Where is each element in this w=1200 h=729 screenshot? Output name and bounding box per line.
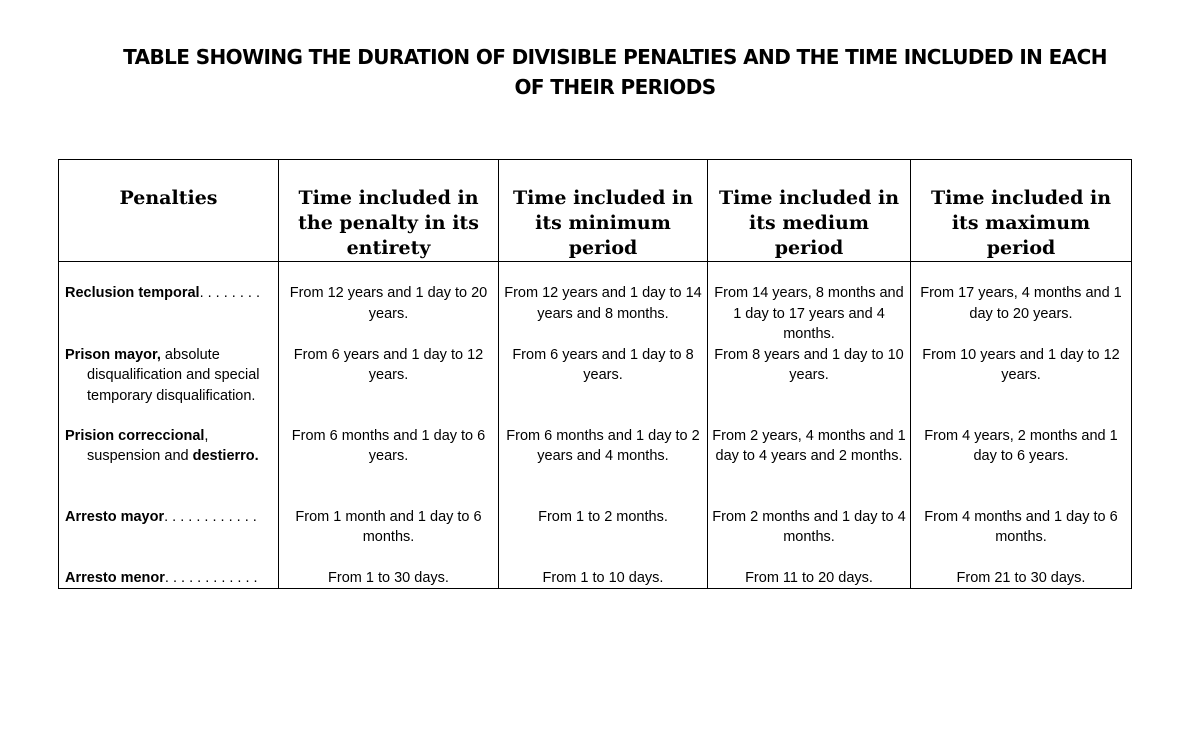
penalty-punctuation: ,	[204, 427, 209, 444]
penalty-description-bold: destierro.	[192, 448, 259, 464]
penalty-name: Reclusion temporal	[65, 285, 200, 301]
header-minimum-period: Time included in its minimum period	[499, 160, 708, 262]
page-title	[60, 42, 1170, 102]
header-penalties: Penalties	[59, 160, 279, 262]
penalty-leader: . . . . . . . . . . . .	[164, 508, 257, 525]
medium-cell: From 2 years, 4 months and 1 day to 4 years and 2 months.	[708, 426, 911, 507]
penalty-description-cont: suspension and	[87, 448, 193, 464]
entirety-cell: From 1 month and 1 day to 6 months.	[279, 507, 499, 568]
penalty-leader: . . . . . . . .	[199, 285, 260, 301]
table-row	[59, 262, 1132, 345]
header-medium-period: Time included in its medium period	[708, 160, 911, 262]
penalty-name: Prision correccional	[65, 427, 205, 444]
title-line-2: OF THEIR PERIODS	[514, 75, 716, 99]
minimum-cell: From 6 months and 1 day to 2 years and 4 months.	[499, 426, 708, 507]
medium-cell: From 2 months and 1 day to 4 months.	[708, 507, 911, 568]
table-row	[59, 568, 1132, 589]
entirety-cell: From 6 years and 1 day to 12 years.	[279, 345, 499, 426]
penalty-name: Arresto mayor	[65, 508, 165, 525]
maximum-cell: From 4 months and 1 day to 6 months.	[911, 507, 1132, 568]
entirety-cell: From 12 years and 1 day to 20 years.	[279, 262, 499, 345]
penalty-description: absolute	[160, 346, 220, 363]
entirety-cell: From 1 to 30 days.	[279, 568, 499, 589]
penalty-name-cell	[59, 426, 279, 507]
table-header-row	[59, 160, 1132, 262]
penalty-description-cont: disqualification and special temporary disqualification.	[87, 367, 260, 404]
medium-cell: From 8 years and 1 day to 10 years.	[708, 345, 911, 426]
penalty-name: Prison mayor,	[65, 346, 161, 363]
penalty-name-cell	[59, 262, 279, 345]
minimum-cell: From 6 years and 1 day to 8 years.	[499, 345, 708, 426]
header-entirety: Time included in the penalty in its entirety	[279, 160, 499, 262]
minimum-cell: From 1 to 2 months.	[499, 507, 708, 568]
penalty-name-cell	[59, 568, 279, 589]
penalty-leader: . . . . . . . . . . . .	[164, 569, 258, 586]
maximum-cell: From 4 years, 2 months and 1 day to 6 years.	[911, 426, 1132, 507]
maximum-cell: From 17 years, 4 months and 1 day to 20 years.	[911, 262, 1132, 345]
header-maximum-period: Time included in its maximum period	[911, 160, 1132, 262]
maximum-cell: From 10 years and 1 day to 12 years.	[911, 345, 1132, 426]
minimum-cell: From 1 to 10 days.	[499, 568, 708, 589]
penalty-name: Arresto menor	[65, 569, 165, 586]
medium-cell: From 11 to 20 days.	[708, 568, 911, 589]
maximum-cell: From 21 to 30 days.	[911, 568, 1132, 589]
penalty-name-cell	[59, 345, 279, 426]
table-row	[59, 507, 1132, 568]
table-row	[59, 345, 1132, 426]
minimum-cell: From 12 years and 1 day to 14 years and 8 months.	[499, 262, 708, 345]
title-line-1: TABLE SHOWING THE DURATION OF DIVISIBLE PENALTIES AND THE TIME INCLUDED IN EACH	[123, 45, 1107, 69]
penalties-table	[58, 159, 1132, 589]
medium-cell: From 14 years, 8 months and 1 day to 17 years and 4 months.	[708, 262, 911, 345]
entirety-cell: From 6 months and 1 day to 6 years.	[279, 426, 499, 507]
penalty-name-cell	[59, 507, 279, 568]
table-row	[59, 426, 1132, 507]
